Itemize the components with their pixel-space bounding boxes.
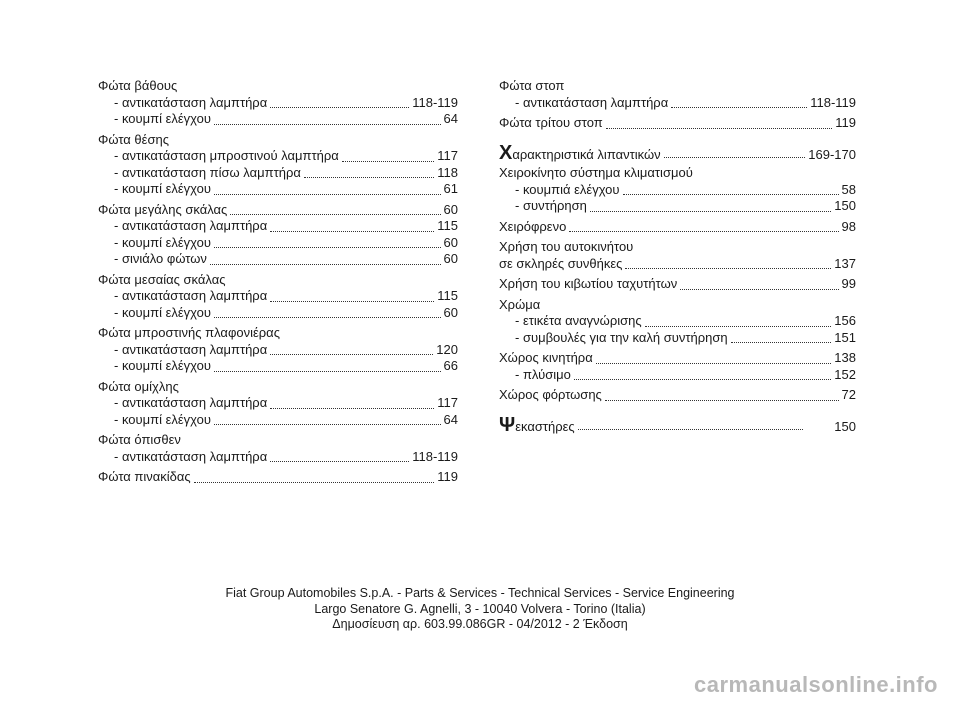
entry-label: - αντικατάσταση λαμπτήρα	[114, 448, 268, 464]
entry-label: - κουμπιά ελέγχου	[515, 181, 620, 197]
index-entry	[98, 148, 458, 165]
index-entry	[98, 469, 458, 486]
page-number: 120	[436, 341, 458, 357]
entry-label: εκαστήρες	[515, 418, 575, 434]
leader-dots	[574, 379, 831, 380]
index-entry	[98, 95, 458, 112]
leader-dots	[210, 264, 441, 265]
page-number: 118-119	[412, 94, 458, 110]
page-number: 115	[437, 218, 458, 233]
index-entry	[98, 165, 458, 182]
index-entry	[499, 256, 856, 273]
index-entry	[499, 313, 856, 330]
watermark: carmanualsonline.info	[694, 672, 938, 697]
page-number: 60	[443, 201, 458, 217]
index-column-right	[499, 78, 856, 436]
entry-label: - αντικατάσταση λαμπτήρα	[114, 395, 268, 410]
page-number: 61	[443, 181, 458, 196]
index-entry	[499, 115, 856, 132]
publication-footer	[0, 586, 960, 633]
page-number: 60	[443, 304, 458, 320]
leader-dots	[214, 424, 441, 425]
entry-label: Φώτα πινακίδας	[98, 469, 191, 484]
page-number: 119	[437, 469, 458, 484]
leader-dots	[606, 128, 833, 129]
index-entry	[499, 413, 856, 436]
leader-dots	[664, 157, 806, 158]
index-entry	[98, 111, 458, 128]
page-number: 169-170	[808, 146, 856, 162]
index-heading: Φώτα στοπ	[499, 78, 565, 93]
index-entry	[98, 251, 458, 268]
entry-label: Φώτα τρίτου στοπ	[499, 115, 603, 130]
index-entry	[499, 367, 856, 384]
index-heading: Φώτα μεσαίας σκάλας	[98, 271, 226, 287]
page-number: 66	[443, 358, 458, 373]
page-number: 150	[834, 198, 856, 213]
page-number: 64	[443, 111, 458, 126]
leader-dots	[270, 231, 434, 232]
entry-label: - συμβουλές για την καλή συντήρηση	[515, 329, 728, 345]
page-number: 60	[443, 234, 458, 250]
page-number: 152	[834, 366, 856, 382]
page-number: 118	[437, 164, 458, 180]
index-entry	[499, 350, 856, 367]
index-entry	[499, 330, 856, 347]
leader-dots	[304, 177, 434, 178]
leader-dots	[230, 214, 440, 215]
page-number: 60	[443, 251, 458, 266]
index-heading: Χειροκίνητο σύστημα κλιματισμού	[499, 165, 693, 180]
index-entry	[98, 305, 458, 322]
page-number: 151	[834, 329, 856, 345]
entry-label: - κουμπί ελέγχου	[114, 358, 211, 373]
entry-label: - αντικατάσταση λαμπτήρα	[114, 288, 268, 303]
index-heading: Φώτα όπισθεν	[98, 432, 181, 447]
leader-dots	[214, 124, 441, 125]
page-number: 117	[437, 395, 458, 410]
index-column-left	[98, 78, 458, 486]
footer-publication-line: Δημοσίευση αρ. 603.99.086GR - 04/2012 - 2 Έκδοση	[332, 617, 628, 631]
index-heading: Χρήση του αυτοκινήτου	[499, 239, 634, 254]
footer-address-line: Largo Senatore G. Agnelli, 3 - 10040 Volvera - Torino (Italia)	[314, 601, 646, 616]
index-entry	[98, 202, 458, 219]
index-entry	[98, 358, 458, 375]
leader-dots	[605, 400, 839, 401]
entry-label: Χρήση του κιβωτίου ταχυτήτων	[499, 276, 678, 291]
entry-label: - πλύσιμο	[515, 366, 571, 382]
leader-dots	[623, 194, 839, 195]
page-number: 115	[437, 288, 458, 303]
index-entry	[98, 235, 458, 252]
entry-label: - αντικατάσταση μπροστινού λαμπτήρα	[114, 148, 339, 163]
entry-label: σε σκληρές συνθήκες	[499, 255, 623, 271]
index-heading: Φώτα μπροστινής πλαφονιέρας	[98, 325, 280, 340]
page-number: 150	[834, 418, 856, 434]
entry-label: - ετικέτα αναγνώρισης	[515, 313, 642, 328]
section-letter: Χ	[499, 141, 513, 164]
leader-dots	[590, 211, 831, 212]
index-entry	[499, 95, 856, 112]
index-entry	[499, 276, 856, 293]
entry-label: - αντικατάσταση πίσω λαμπτήρα	[114, 164, 301, 180]
entry-label: - συντήρηση	[515, 198, 587, 213]
page-number: 118-119	[810, 94, 856, 110]
leader-dots	[214, 194, 441, 195]
index-heading: Φώτα θέσης	[98, 131, 169, 147]
index-entry	[98, 395, 458, 412]
leader-dots	[270, 408, 434, 409]
leader-dots	[578, 429, 804, 430]
leader-dots	[680, 289, 838, 290]
footer-company-line: Fiat Group Automobiles S.p.A. - Parts & Services - Technical Services - Service Engineering	[225, 586, 735, 600]
index-entry	[499, 219, 856, 236]
index-entry	[499, 387, 856, 404]
leader-dots	[214, 317, 441, 318]
leader-dots	[342, 161, 434, 162]
leader-dots	[596, 363, 832, 364]
leader-dots	[214, 247, 441, 248]
leader-dots	[625, 268, 831, 269]
index-entry	[98, 412, 458, 429]
entry-label: Χώρος φόρτωσης	[499, 387, 602, 402]
leader-dots	[270, 107, 409, 108]
leader-dots	[569, 231, 838, 232]
index-entry	[98, 218, 458, 235]
entry-label: - κουμπί ελέγχου	[114, 111, 211, 126]
entry-label: - αντικατάσταση λαμπτήρα	[515, 94, 669, 110]
index-heading: Φώτα ομίχλης	[98, 378, 179, 394]
section-letter: Ψ	[499, 413, 516, 436]
leader-dots	[194, 482, 435, 483]
index-heading: Χρώμα	[499, 296, 541, 312]
page-number: 58	[841, 181, 856, 197]
page-number: 64	[443, 411, 458, 427]
page-number: 138	[834, 350, 856, 365]
leader-dots	[731, 342, 832, 343]
index-entry	[98, 342, 458, 359]
entry-label: Χώρος κινητήρα	[499, 350, 593, 365]
index-entry	[499, 141, 856, 164]
page-number: 72	[841, 387, 856, 402]
leader-dots	[645, 326, 832, 327]
page-number: 117	[437, 148, 458, 163]
leader-dots	[214, 371, 441, 372]
entry-label: - κουμπί ελέγχου	[114, 411, 211, 427]
index-entry	[98, 288, 458, 305]
index-entry	[499, 182, 856, 199]
entry-label: Φώτα μεγάλης σκάλας	[98, 201, 228, 217]
entry-label: - κουμπί ελέγχου	[114, 304, 211, 320]
entry-label: Χειρόφρενο	[499, 218, 567, 234]
entry-label: - αντικατάσταση λαμπτήρα	[114, 94, 268, 110]
entry-label: - σινιάλο φώτων	[114, 251, 207, 266]
page-number: 99	[841, 276, 856, 291]
index-entry	[499, 198, 856, 215]
index-entry	[98, 181, 458, 198]
leader-dots	[270, 461, 409, 462]
leader-dots	[671, 107, 807, 108]
leader-dots	[270, 354, 433, 355]
entry-label: - αντικατάσταση λαμπτήρα	[114, 341, 268, 357]
entry-label: - αντικατάσταση λαμπτήρα	[114, 218, 268, 233]
index-entry	[98, 449, 458, 466]
entry-label: αρακτηριστικά λιπαντικών	[512, 146, 661, 162]
page-number: 119	[835, 115, 856, 130]
leader-dots	[270, 301, 434, 302]
page-number: 156	[834, 313, 856, 328]
entry-label: - κουμπί ελέγχου	[114, 181, 211, 196]
page-number: 137	[834, 255, 856, 271]
page-number: 98	[841, 218, 856, 234]
page-number: 118-119	[412, 448, 458, 464]
index-heading: Φώτα βάθους	[98, 78, 178, 93]
entry-label: - κουμπί ελέγχου	[114, 234, 211, 250]
